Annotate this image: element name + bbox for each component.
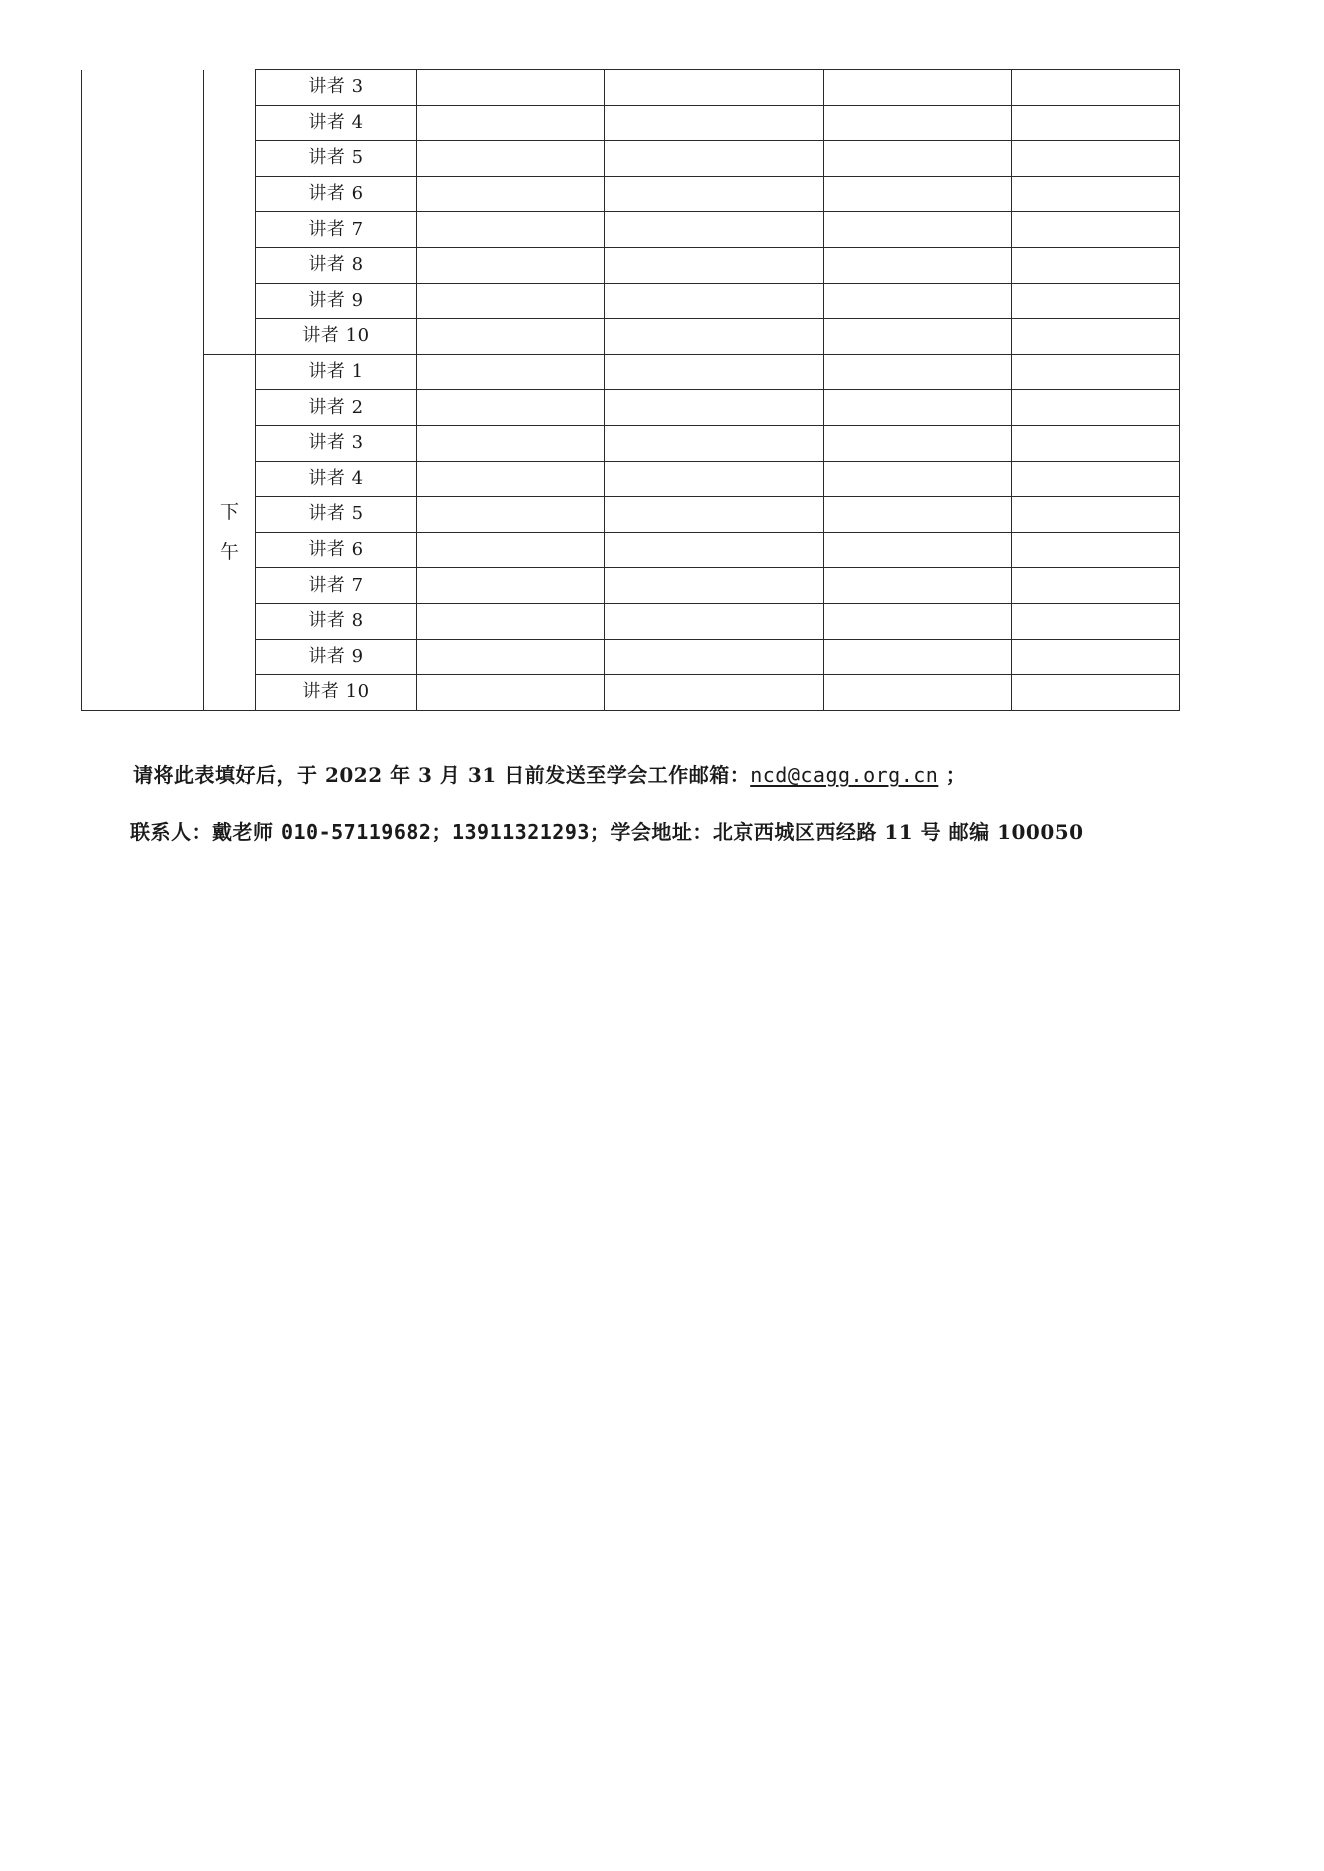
blank-entry-cell[interactable]: [824, 532, 1012, 568]
blank-entry-cell[interactable]: [1012, 212, 1180, 248]
blank-entry-cell[interactable]: [1012, 354, 1180, 390]
afternoon-session-label: [220, 492, 239, 572]
note-suffix: ；: [938, 763, 967, 787]
blank-entry-cell[interactable]: [824, 639, 1012, 675]
table-row: [82, 70, 1180, 106]
blank-entry-cell[interactable]: [605, 105, 824, 141]
blank-entry-cell[interactable]: [824, 568, 1012, 604]
session-cell-afternoon: [204, 354, 256, 710]
blank-entry-cell[interactable]: [417, 675, 605, 711]
afternoon-label-char: 下: [219, 501, 239, 524]
blank-entry-cell[interactable]: [605, 176, 824, 212]
blank-entry-cell[interactable]: [824, 141, 1012, 177]
blank-entry-cell[interactable]: [824, 603, 1012, 639]
speaker-label-text: 讲者 4: [308, 467, 364, 489]
speaker-schedule-table: [81, 69, 1180, 711]
blank-entry-cell[interactable]: [417, 105, 605, 141]
blank-entry-cell[interactable]: [417, 141, 605, 177]
blank-entry-cell[interactable]: [417, 639, 605, 675]
blank-entry-cell[interactable]: [605, 390, 824, 426]
blank-entry-cell[interactable]: [417, 497, 605, 533]
blank-entry-cell[interactable]: [1012, 675, 1180, 711]
speaker-label: [256, 568, 417, 604]
blank-entry-cell[interactable]: [824, 176, 1012, 212]
contact-phone-office: 010-57119682: [280, 820, 432, 844]
speaker-label: [256, 639, 417, 675]
speaker-label-text: 讲者 6: [308, 183, 364, 205]
blank-entry-cell[interactable]: [417, 247, 605, 283]
speaker-label-text: 讲者 5: [308, 503, 364, 525]
blank-entry-cell[interactable]: [605, 141, 824, 177]
blank-entry-cell[interactable]: [1012, 639, 1180, 675]
speaker-label-text: 讲者 10: [302, 325, 370, 347]
blank-entry-cell[interactable]: [417, 532, 605, 568]
blank-entry-cell[interactable]: [605, 319, 824, 355]
speaker-label-text: 讲者 3: [308, 432, 364, 454]
speaker-label: [256, 461, 417, 497]
blank-entry-cell[interactable]: [824, 283, 1012, 319]
speaker-label-text: 讲者 5: [308, 147, 364, 169]
blank-entry-cell[interactable]: [1012, 390, 1180, 426]
blank-entry-cell[interactable]: [1012, 497, 1180, 533]
speaker-label: [256, 603, 417, 639]
speaker-label-text: 讲者 2: [308, 396, 364, 418]
blank-entry-cell[interactable]: [417, 176, 605, 212]
blank-entry-cell[interactable]: [417, 319, 605, 355]
blank-entry-cell[interactable]: [605, 497, 824, 533]
speaker-label: [256, 532, 417, 568]
speaker-label: [256, 212, 417, 248]
blank-entry-cell[interactable]: [605, 675, 824, 711]
blank-entry-cell[interactable]: [824, 247, 1012, 283]
society-address: ；学会地址：北京西城区西经路 11 号 邮编 100050: [589, 820, 1084, 844]
speaker-label: [256, 390, 417, 426]
speaker-label: [256, 176, 417, 212]
blank-entry-cell[interactable]: [824, 212, 1012, 248]
blank-entry-cell[interactable]: [824, 497, 1012, 533]
speaker-label: [256, 105, 417, 141]
speaker-label: [256, 319, 417, 355]
speaker-label: [256, 675, 417, 711]
blank-entry-cell[interactable]: [605, 212, 824, 248]
blank-entry-cell[interactable]: [1012, 247, 1180, 283]
session-cell-morning: [204, 70, 256, 355]
speaker-label-text: 讲者 4: [308, 111, 364, 133]
speaker-label-text: 讲者 8: [308, 254, 364, 276]
blank-entry-cell[interactable]: [605, 425, 824, 461]
contact-person: 联系人：戴老师: [130, 820, 281, 844]
blank-entry-cell[interactable]: [1012, 283, 1180, 319]
blank-entry-cell[interactable]: [1012, 141, 1180, 177]
blank-entry-cell[interactable]: [824, 461, 1012, 497]
category-cell: [82, 70, 204, 711]
blank-entry-cell[interactable]: [1012, 603, 1180, 639]
blank-entry-cell[interactable]: [824, 319, 1012, 355]
blank-entry-cell[interactable]: [1012, 568, 1180, 604]
blank-entry-cell[interactable]: [605, 70, 824, 106]
speaker-label: [256, 247, 417, 283]
contact-phone-mobile: 13911321293: [451, 820, 590, 844]
blank-entry-cell[interactable]: [605, 247, 824, 283]
blank-entry-cell[interactable]: [417, 390, 605, 426]
table-body: [82, 70, 1180, 711]
blank-entry-cell[interactable]: [417, 603, 605, 639]
speaker-label: [256, 425, 417, 461]
blank-entry-cell[interactable]: [824, 105, 1012, 141]
blank-entry-cell[interactable]: [1012, 70, 1180, 106]
blank-entry-cell[interactable]: [824, 425, 1012, 461]
blank-entry-cell[interactable]: [605, 461, 824, 497]
blank-entry-cell[interactable]: [1012, 532, 1180, 568]
speaker-label-text: 讲者 3: [308, 76, 364, 98]
speaker-label-text: 讲者 8: [308, 610, 364, 632]
blank-entry-cell[interactable]: [1012, 461, 1180, 497]
blank-entry-cell[interactable]: [824, 354, 1012, 390]
blank-entry-cell[interactable]: [605, 532, 824, 568]
blank-entry-cell[interactable]: [417, 283, 605, 319]
blank-entry-cell[interactable]: [417, 461, 605, 497]
speaker-label-text: 讲者 7: [308, 574, 364, 596]
speaker-label: [256, 497, 417, 533]
note-text: 请将此表填好后，于 2022 年 3 月 31 日前发送至学会工作邮箱：: [133, 763, 751, 787]
speaker-label-text: 讲者 9: [308, 289, 364, 311]
contact-line: [130, 816, 1084, 845]
speaker-label: [256, 283, 417, 319]
blank-entry-cell[interactable]: [605, 639, 824, 675]
blank-entry-cell[interactable]: [824, 70, 1012, 106]
afternoon-label-char: 午: [219, 541, 239, 564]
contact-separator: ；: [431, 820, 452, 844]
blank-entry-cell[interactable]: [824, 675, 1012, 711]
speaker-label: [256, 141, 417, 177]
blank-entry-cell[interactable]: [824, 390, 1012, 426]
blank-entry-cell[interactable]: [1012, 105, 1180, 141]
submission-note: [133, 759, 966, 788]
blank-entry-cell[interactable]: [1012, 176, 1180, 212]
blank-entry-cell[interactable]: [417, 425, 605, 461]
blank-entry-cell[interactable]: [605, 568, 824, 604]
blank-entry-cell[interactable]: [417, 354, 605, 390]
speaker-label: [256, 354, 417, 390]
blank-entry-cell[interactable]: [605, 354, 824, 390]
blank-entry-cell[interactable]: [417, 212, 605, 248]
speaker-label-text: 讲者 1: [308, 361, 364, 383]
speaker-label-text: 讲者 6: [308, 539, 364, 561]
blank-entry-cell[interactable]: [1012, 425, 1180, 461]
speaker-label-text: 讲者 7: [308, 218, 364, 240]
blank-entry-cell[interactable]: [1012, 319, 1180, 355]
blank-entry-cell[interactable]: [417, 568, 605, 604]
table-row: [82, 354, 1180, 390]
speaker-label-text: 讲者 10: [302, 681, 370, 703]
email-link[interactable]: ncd@cagg.org.cn: [750, 763, 939, 787]
blank-entry-cell[interactable]: [605, 283, 824, 319]
speaker-label: [256, 70, 417, 106]
blank-entry-cell[interactable]: [605, 603, 824, 639]
blank-entry-cell[interactable]: [417, 70, 605, 106]
speaker-label-text: 讲者 9: [308, 645, 364, 667]
